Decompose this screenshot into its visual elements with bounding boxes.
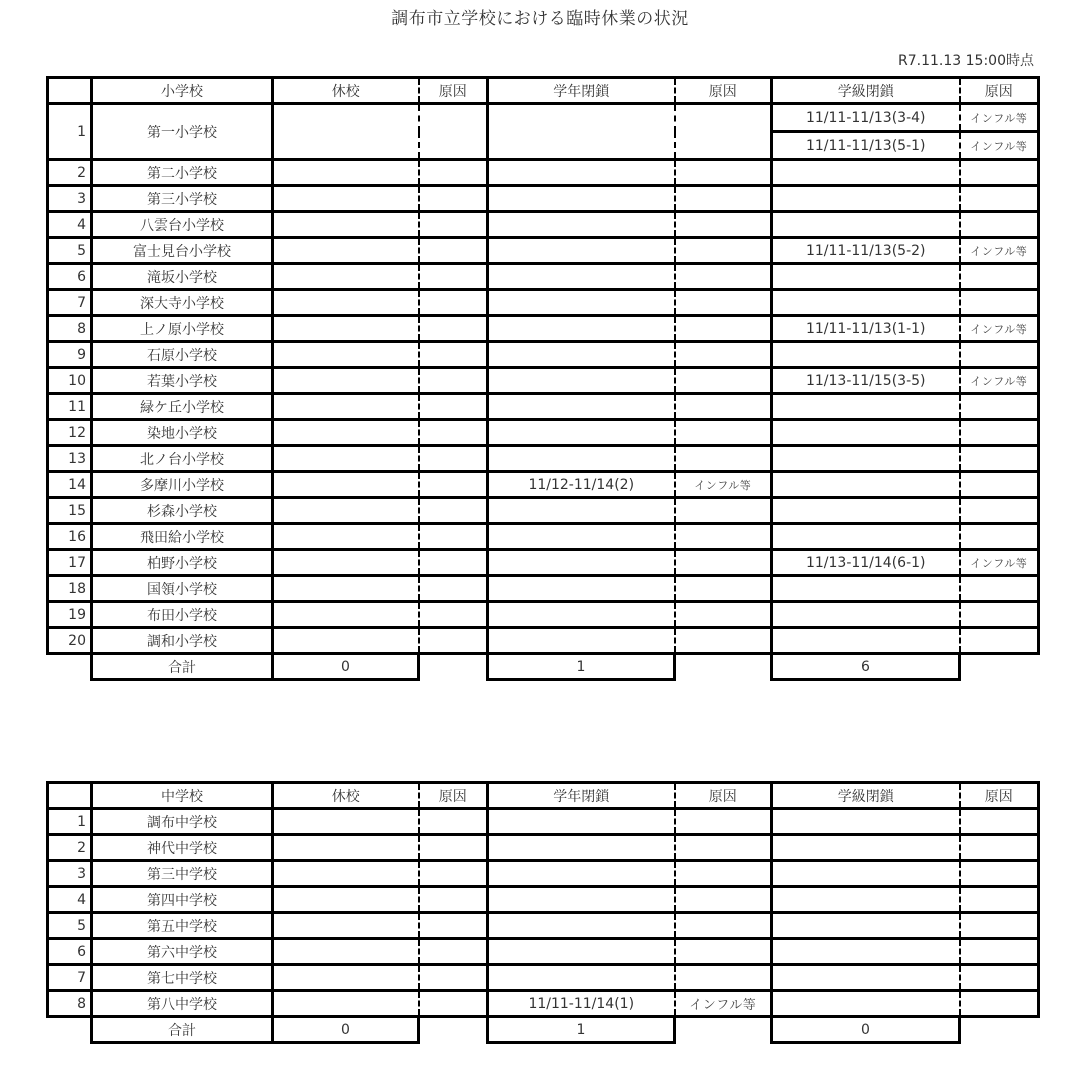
school-name: 北ノ台小学校	[92, 446, 273, 472]
row-number: 13	[48, 446, 92, 472]
class-closure-cell	[772, 991, 960, 1017]
table-row	[48, 160, 1039, 186]
grade-closure-cell	[488, 264, 675, 290]
total-closure: 0	[273, 654, 419, 680]
grade-reason-cell	[675, 264, 772, 290]
class-reason-cell	[960, 264, 1039, 290]
grade-reason-cell	[675, 835, 772, 861]
class-closure-cell	[772, 472, 960, 498]
closure-cell	[273, 212, 419, 238]
grade-closure-cell	[488, 965, 675, 991]
grade-closure-cell: 11/11-11/14(1)	[488, 991, 675, 1017]
class-reason-cell	[960, 524, 1039, 550]
class-closure-cell: 11/11-11/13(3-4)	[772, 104, 960, 132]
grade-reason-cell	[675, 939, 772, 965]
header-grade-reason: 原因	[675, 78, 772, 104]
closure-reason-cell	[419, 861, 488, 887]
closure-cell	[273, 264, 419, 290]
closure-reason-cell	[419, 104, 488, 160]
class-reason-cell	[960, 576, 1039, 602]
class-closure-cell: 11/11-11/13(5-1)	[772, 132, 960, 160]
table-row	[48, 913, 1039, 939]
closure-reason-cell	[419, 186, 488, 212]
class-closure-cell	[772, 186, 960, 212]
table-row	[48, 939, 1039, 965]
row-number: 6	[48, 939, 92, 965]
class-reason-cell	[960, 913, 1039, 939]
row-number: 10	[48, 368, 92, 394]
page-title: 調布市立学校における臨時休業の状況	[391, 9, 689, 29]
table-row	[48, 316, 1039, 342]
school-name: 石原小学校	[92, 342, 273, 368]
class-reason-cell	[960, 965, 1039, 991]
grade-reason-cell	[675, 342, 772, 368]
closure-reason-cell	[419, 887, 488, 913]
table-row	[48, 238, 1039, 264]
closure-reason-cell	[419, 628, 488, 654]
grade-reason-cell	[675, 550, 772, 576]
header-closure: 休校	[273, 78, 419, 104]
closure-cell	[273, 316, 419, 342]
class-reason-cell	[960, 420, 1039, 446]
row-number: 7	[48, 290, 92, 316]
school-name: 調和小学校	[92, 628, 273, 654]
closure-reason-cell	[419, 550, 488, 576]
empty-cell	[960, 1017, 1039, 1043]
grade-closure-cell	[488, 628, 675, 654]
closure-cell	[273, 602, 419, 628]
closure-cell	[273, 368, 419, 394]
closure-cell	[273, 628, 419, 654]
school-name: 杉森小学校	[92, 498, 273, 524]
closure-cell	[273, 420, 419, 446]
total-closure: 0	[273, 1017, 419, 1043]
closure-cell	[273, 939, 419, 965]
row-number: 11	[48, 394, 92, 420]
class-reason-cell: インフル等	[960, 550, 1039, 576]
grade-reason-cell	[675, 104, 772, 160]
table-row	[48, 104, 1039, 132]
grade-closure-cell: 11/12-11/14(2)	[488, 472, 675, 498]
grade-reason-cell	[675, 394, 772, 420]
school-name: 富士見台小学校	[92, 238, 273, 264]
closure-cell	[273, 550, 419, 576]
grade-closure-cell	[488, 160, 675, 186]
row-number: 19	[48, 602, 92, 628]
row-number: 12	[48, 420, 92, 446]
table-row	[48, 446, 1039, 472]
grade-reason-cell	[675, 498, 772, 524]
row-number: 1	[48, 809, 92, 835]
class-closure-cell	[772, 939, 960, 965]
table-row	[48, 186, 1039, 212]
table-row	[48, 524, 1039, 550]
school-name: 第八中学校	[92, 991, 273, 1017]
header-grade-closure: 学年閉鎖	[488, 78, 675, 104]
table-row	[48, 212, 1039, 238]
class-closure-cell	[772, 342, 960, 368]
grade-closure-cell	[488, 290, 675, 316]
grade-reason-cell	[675, 913, 772, 939]
school-name: 第六中学校	[92, 939, 273, 965]
school-name: 第二小学校	[92, 160, 273, 186]
closure-cell	[273, 991, 419, 1017]
closure-reason-cell	[419, 394, 488, 420]
class-reason-cell	[960, 602, 1039, 628]
closure-reason-cell	[419, 602, 488, 628]
header-number	[48, 783, 92, 809]
grade-closure-cell	[488, 550, 675, 576]
school-name: 国領小学校	[92, 576, 273, 602]
class-closure-cell	[772, 913, 960, 939]
grade-reason-cell	[675, 368, 772, 394]
class-reason-cell	[960, 809, 1039, 835]
closure-reason-cell	[419, 472, 488, 498]
totals-row	[48, 1017, 1039, 1043]
table-row	[48, 368, 1039, 394]
class-closure-cell	[772, 524, 960, 550]
class-reason-cell	[960, 160, 1039, 186]
closure-cell	[273, 576, 419, 602]
header-closure-reason: 原因	[419, 783, 488, 809]
class-reason-cell	[960, 290, 1039, 316]
table-row	[48, 394, 1039, 420]
table-row	[48, 602, 1039, 628]
grade-reason-cell	[675, 628, 772, 654]
school-name: 深大寺小学校	[92, 290, 273, 316]
school-name: 第三中学校	[92, 861, 273, 887]
grade-closure-cell	[488, 342, 675, 368]
class-closure-cell	[772, 264, 960, 290]
empty-cell	[675, 1017, 772, 1043]
school-name: 緑ケ丘小学校	[92, 394, 273, 420]
closure-reason-cell	[419, 991, 488, 1017]
row-number: 15	[48, 498, 92, 524]
grade-reason-cell	[675, 887, 772, 913]
grade-closure-cell	[488, 394, 675, 420]
grade-closure-cell	[488, 446, 675, 472]
closure-reason-cell	[419, 809, 488, 835]
school-name: 滝坂小学校	[92, 264, 273, 290]
header-class-closure: 学級閉鎖	[772, 78, 960, 104]
class-reason-cell	[960, 887, 1039, 913]
table-row	[48, 991, 1039, 1017]
school-name: 第五中学校	[92, 913, 273, 939]
header-closure: 休校	[273, 783, 419, 809]
table-row	[48, 887, 1039, 913]
school-name: 若葉小学校	[92, 368, 273, 394]
row-number: 1	[48, 104, 92, 160]
class-reason-cell: インフル等	[960, 104, 1039, 132]
closure-reason-cell	[419, 290, 488, 316]
class-closure-cell: 11/11-11/13(1-1)	[772, 316, 960, 342]
closure-cell	[273, 446, 419, 472]
grade-closure-cell	[488, 835, 675, 861]
class-closure-cell	[772, 965, 960, 991]
header-row	[48, 783, 1039, 809]
row-number: 17	[48, 550, 92, 576]
table-row	[48, 342, 1039, 368]
row-number: 4	[48, 887, 92, 913]
class-closure-cell	[772, 602, 960, 628]
class-reason-cell	[960, 939, 1039, 965]
elementary-school-table	[46, 76, 1040, 681]
grade-reason-cell	[675, 290, 772, 316]
grade-closure-cell	[488, 939, 675, 965]
grade-closure-cell	[488, 861, 675, 887]
class-closure-cell: 11/13-11/15(3-5)	[772, 368, 960, 394]
closure-cell	[273, 524, 419, 550]
closure-reason-cell	[419, 498, 488, 524]
row-number: 16	[48, 524, 92, 550]
closure-cell	[273, 472, 419, 498]
class-reason-cell	[960, 861, 1039, 887]
closure-cell	[273, 835, 419, 861]
school-name: 神代中学校	[92, 835, 273, 861]
school-name: 布田小学校	[92, 602, 273, 628]
school-name: 第七中学校	[92, 965, 273, 991]
grade-closure-cell	[488, 602, 675, 628]
class-reason-cell	[960, 472, 1039, 498]
grade-closure-cell	[488, 368, 675, 394]
total-class-closure: 0	[772, 1017, 960, 1043]
school-name: 第一小学校	[92, 104, 273, 160]
junior-high-school-table	[46, 781, 1040, 1044]
row-number: 18	[48, 576, 92, 602]
row-number: 20	[48, 628, 92, 654]
school-name: 柏野小学校	[92, 550, 273, 576]
closure-reason-cell	[419, 835, 488, 861]
class-closure-cell	[772, 628, 960, 654]
class-reason-cell	[960, 628, 1039, 654]
grade-reason-cell	[675, 212, 772, 238]
class-reason-cell	[960, 342, 1039, 368]
row-number: 5	[48, 238, 92, 264]
empty-cell	[419, 654, 488, 680]
closure-cell	[273, 913, 419, 939]
grade-reason-cell	[675, 420, 772, 446]
table-row	[48, 472, 1039, 498]
class-closure-cell	[772, 576, 960, 602]
elementary-table-body	[48, 78, 1039, 680]
closure-reason-cell	[419, 446, 488, 472]
closure-reason-cell	[419, 420, 488, 446]
school-name: 調布中学校	[92, 809, 273, 835]
class-closure-cell	[772, 835, 960, 861]
header-school: 小学校	[92, 78, 273, 104]
table-row	[48, 420, 1039, 446]
closure-reason-cell	[419, 264, 488, 290]
closure-reason-cell	[419, 965, 488, 991]
closure-cell	[273, 965, 419, 991]
table-row	[48, 809, 1039, 835]
closure-cell	[273, 887, 419, 913]
closure-reason-cell	[419, 238, 488, 264]
as-of-timestamp: R7.11.13 15:00時点	[898, 53, 1034, 69]
closure-cell	[273, 186, 419, 212]
closure-cell	[273, 809, 419, 835]
grade-reason-cell	[675, 524, 772, 550]
grade-reason-cell	[675, 576, 772, 602]
grade-reason-cell	[675, 809, 772, 835]
closure-reason-cell	[419, 316, 488, 342]
header-closure-reason: 原因	[419, 78, 488, 104]
row-number: 4	[48, 212, 92, 238]
closure-reason-cell	[419, 160, 488, 186]
closure-reason-cell	[419, 368, 488, 394]
class-closure-cell: 11/13-11/14(6-1)	[772, 550, 960, 576]
total-grade-closure: 1	[488, 654, 675, 680]
grade-reason-cell	[675, 446, 772, 472]
header-row	[48, 78, 1039, 104]
class-reason-cell	[960, 991, 1039, 1017]
closure-cell	[273, 498, 419, 524]
grade-closure-cell	[488, 238, 675, 264]
header-school: 中学校	[92, 783, 273, 809]
totals-label: 合計	[92, 1017, 273, 1043]
empty-cell	[419, 1017, 488, 1043]
closure-cell	[273, 238, 419, 264]
header-class-reason: 原因	[960, 783, 1039, 809]
class-closure-cell	[772, 498, 960, 524]
school-name: 飛田給小学校	[92, 524, 273, 550]
header-class-closure: 学級閉鎖	[772, 783, 960, 809]
table-row	[48, 498, 1039, 524]
grade-reason-cell	[675, 965, 772, 991]
grade-reason-cell	[675, 316, 772, 342]
closure-cell	[273, 861, 419, 887]
header-grade-reason: 原因	[675, 783, 772, 809]
school-name: 第四中学校	[92, 887, 273, 913]
closure-reason-cell	[419, 913, 488, 939]
closure-reason-cell	[419, 576, 488, 602]
row-number: 8	[48, 316, 92, 342]
empty-cell	[48, 654, 92, 680]
class-closure-cell	[772, 160, 960, 186]
grade-reason-cell	[675, 602, 772, 628]
grade-closure-cell	[488, 186, 675, 212]
closure-reason-cell	[419, 212, 488, 238]
table-row	[48, 576, 1039, 602]
table-row	[48, 290, 1039, 316]
row-number: 3	[48, 861, 92, 887]
class-reason-cell: インフル等	[960, 368, 1039, 394]
school-name: 多摩川小学校	[92, 472, 273, 498]
grade-closure-cell	[488, 498, 675, 524]
grade-closure-cell	[488, 524, 675, 550]
class-reason-cell	[960, 186, 1039, 212]
closure-cell	[273, 104, 419, 160]
row-number: 3	[48, 186, 92, 212]
class-reason-cell	[960, 394, 1039, 420]
class-reason-cell	[960, 212, 1039, 238]
grade-closure-cell	[488, 913, 675, 939]
row-number: 7	[48, 965, 92, 991]
grade-reason-cell: インフル等	[675, 991, 772, 1017]
class-closure-cell	[772, 861, 960, 887]
class-closure-cell	[772, 394, 960, 420]
grade-reason-cell	[675, 160, 772, 186]
class-reason-cell: インフル等	[960, 316, 1039, 342]
row-number: 2	[48, 160, 92, 186]
class-reason-cell: インフル等	[960, 132, 1039, 160]
grade-reason-cell: インフル等	[675, 472, 772, 498]
header-grade-closure: 学年閉鎖	[488, 783, 675, 809]
grade-closure-cell	[488, 212, 675, 238]
class-closure-cell	[772, 212, 960, 238]
table-row	[48, 965, 1039, 991]
total-class-closure: 6	[772, 654, 960, 680]
grade-reason-cell	[675, 186, 772, 212]
row-number: 5	[48, 913, 92, 939]
class-closure-cell: 11/11-11/13(5-2)	[772, 238, 960, 264]
totals-label: 合計	[92, 654, 273, 680]
table-row	[48, 628, 1039, 654]
header-class-reason: 原因	[960, 78, 1039, 104]
empty-cell	[960, 654, 1039, 680]
closure-reason-cell	[419, 524, 488, 550]
class-closure-cell	[772, 887, 960, 913]
grade-reason-cell	[675, 238, 772, 264]
junior-high-table-body	[48, 783, 1039, 1043]
header-number	[48, 78, 92, 104]
row-number: 14	[48, 472, 92, 498]
empty-cell	[48, 1017, 92, 1043]
table-row	[48, 550, 1039, 576]
closure-cell	[273, 394, 419, 420]
grade-closure-cell	[488, 887, 675, 913]
grade-closure-cell	[488, 104, 675, 160]
closure-cell	[273, 342, 419, 368]
table-row	[48, 264, 1039, 290]
grade-closure-cell	[488, 576, 675, 602]
class-closure-cell	[772, 290, 960, 316]
row-number: 8	[48, 991, 92, 1017]
class-reason-cell: インフル等	[960, 238, 1039, 264]
school-name: 染地小学校	[92, 420, 273, 446]
grade-closure-cell	[488, 316, 675, 342]
table-row	[48, 861, 1039, 887]
row-number: 9	[48, 342, 92, 368]
total-grade-closure: 1	[488, 1017, 675, 1043]
row-number: 2	[48, 835, 92, 861]
grade-reason-cell	[675, 861, 772, 887]
school-name: 上ノ原小学校	[92, 316, 273, 342]
totals-row	[48, 654, 1039, 680]
empty-cell	[675, 654, 772, 680]
closure-reason-cell	[419, 939, 488, 965]
class-reason-cell	[960, 498, 1039, 524]
closure-reason-cell	[419, 342, 488, 368]
grade-closure-cell	[488, 420, 675, 446]
table-row	[48, 835, 1039, 861]
class-closure-cell	[772, 420, 960, 446]
grade-closure-cell	[488, 809, 675, 835]
school-name: 八雲台小学校	[92, 212, 273, 238]
class-closure-cell	[772, 446, 960, 472]
class-closure-cell	[772, 809, 960, 835]
class-reason-cell	[960, 446, 1039, 472]
class-reason-cell	[960, 835, 1039, 861]
school-name: 第三小学校	[92, 186, 273, 212]
closure-cell	[273, 290, 419, 316]
row-number: 6	[48, 264, 92, 290]
closure-cell	[273, 160, 419, 186]
